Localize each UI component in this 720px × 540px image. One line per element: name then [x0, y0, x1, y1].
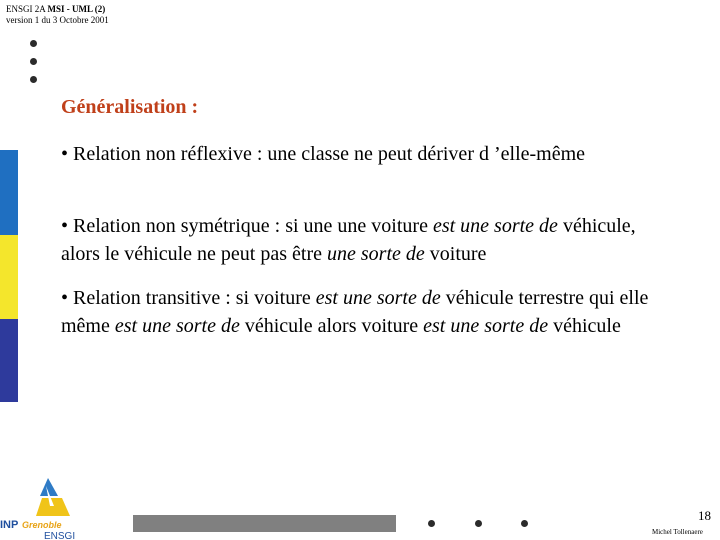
bullet-icon: • [61, 287, 74, 309]
slide-header [6, 4, 109, 26]
slide-title: Généralisation : [61, 96, 199, 118]
footer-dot [475, 520, 482, 527]
page-number: 18 [698, 508, 711, 523]
inp-grenoble-ensgi-logo [0, 474, 82, 540]
bullet-icon: • [61, 215, 74, 237]
side-bar-blue-dark [0, 319, 18, 402]
logo-grenoble-text: Grenoble [22, 520, 62, 530]
decorative-dot [30, 58, 37, 65]
footer-dot [521, 520, 528, 527]
side-bar-blue-light [0, 150, 18, 235]
bullet-point-symmetric: • Relation non symétrique : si une une voiture est une sorte de véhicule, alors le véhicule ne peut pas être une sorte de voiture [61, 215, 636, 265]
header-line-1 [6, 4, 109, 15]
header-module: MSI - UML (2) [47, 4, 106, 14]
footer-bar [133, 515, 396, 532]
side-bar-yellow [0, 235, 18, 319]
logo-inp-text: INP [0, 519, 19, 531]
bullet-icon: • [61, 143, 74, 165]
bullet-point-reflexive: • Relation non réflexive : une classe ne peut dériver d ’elle-même [61, 143, 586, 165]
bullet-point-transitive: • Relation transitive : si voiture est une sorte de véhicule terrestre qui elle même est une sorte de véhicule alors voiture est une sorte de véhicule [61, 287, 649, 337]
header-version: version 1 du 3 Octobre 2001 [6, 15, 109, 25]
decorative-dot [30, 40, 37, 47]
header-course: ENSGI 2A [6, 4, 48, 14]
author-name: Michel Tollenaere [652, 528, 703, 536]
footer-dot [428, 520, 435, 527]
logo-ensgi-text: ENSGI [44, 531, 76, 540]
decorative-dot [30, 76, 37, 83]
